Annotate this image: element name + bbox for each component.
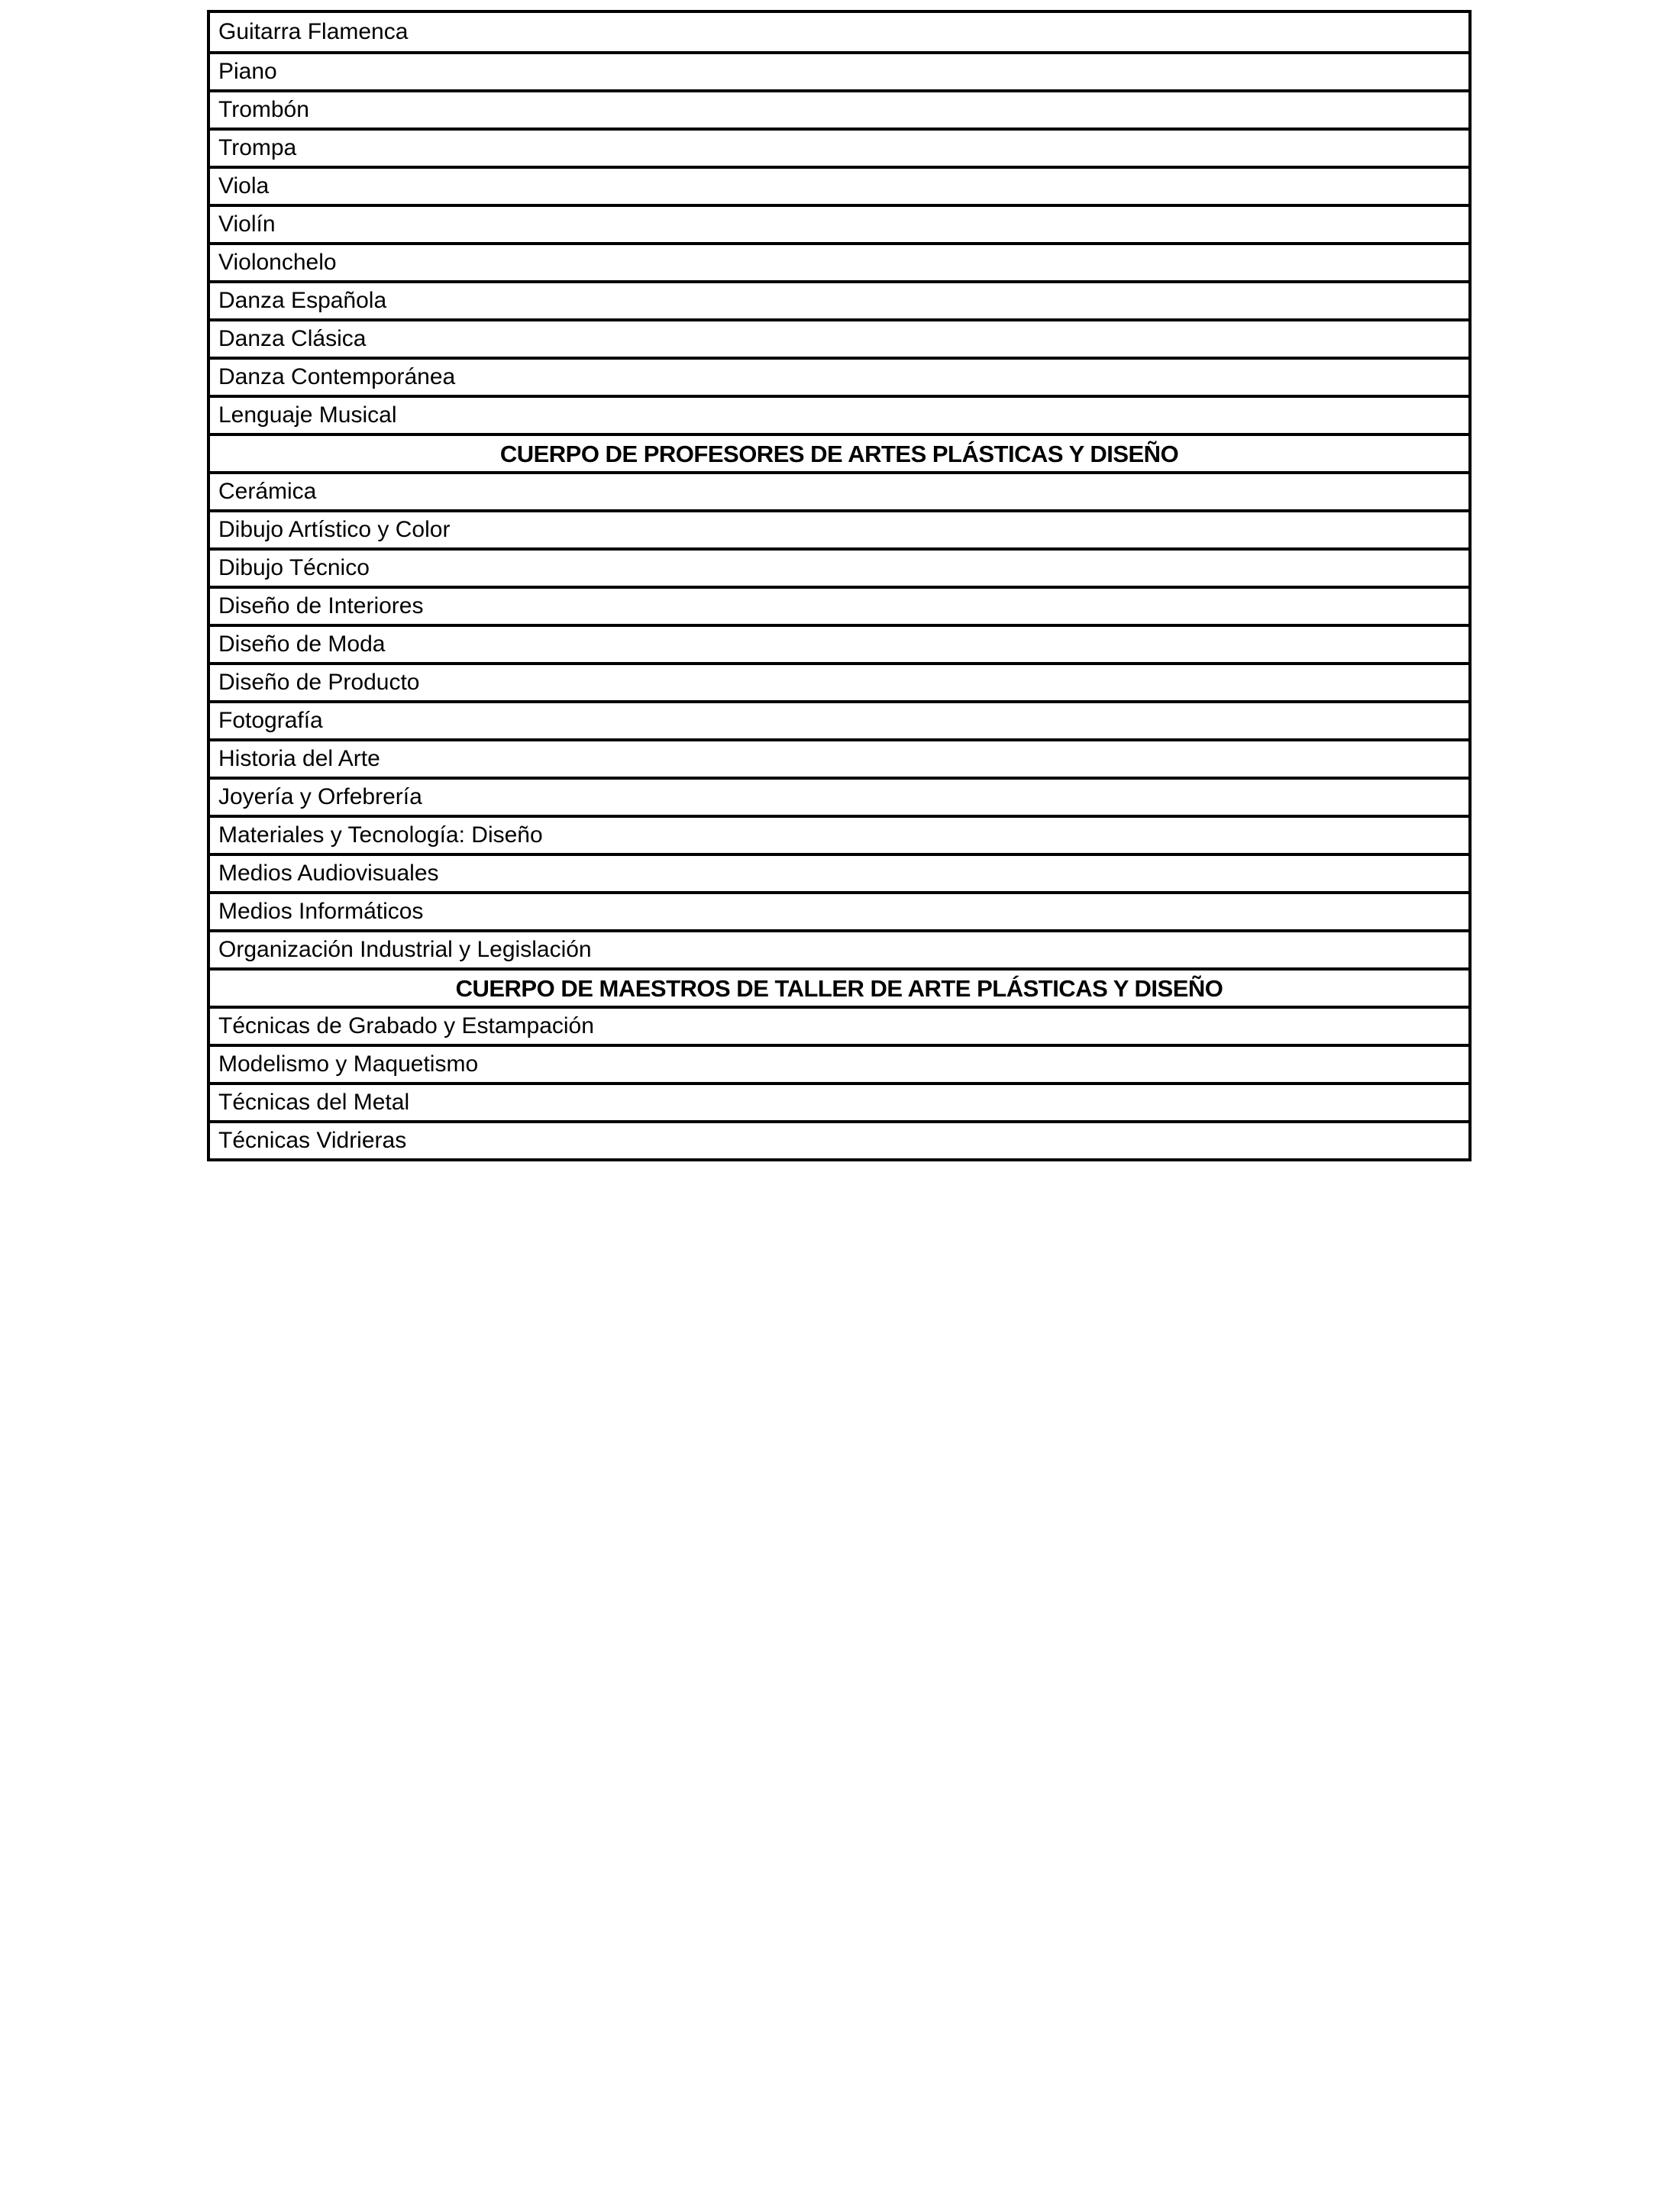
table-row <box>210 204 1468 242</box>
table-row <box>210 1082 1468 1120</box>
row-label: Danza Contemporánea <box>218 364 456 389</box>
table-row <box>210 547 1468 586</box>
table-row <box>210 815 1468 853</box>
table-row <box>210 128 1468 166</box>
row-label: Medios Audiovisuales <box>218 861 439 886</box>
table-row <box>210 166 1468 204</box>
row-label: Danza Clásica <box>218 326 367 351</box>
specialty-table <box>207 10 1472 1161</box>
row-label: Diseño de Interiores <box>218 593 424 618</box>
row-label: Técnicas Vidrieras <box>218 1128 407 1153</box>
row-label: Organización Industrial y Legislación <box>218 937 592 962</box>
table-row <box>210 662 1468 700</box>
row-label: Trompa <box>218 135 297 160</box>
row-label: Fotografía <box>218 708 323 733</box>
section-header-label: CUERPO DE MAESTROS DE TALLER DE ARTE PLÁSTICAS Y DISEÑO <box>455 974 1223 1002</box>
table-row <box>210 89 1468 128</box>
table-row <box>210 280 1468 318</box>
table-row <box>210 700 1468 738</box>
row-label: Cerámica <box>218 479 317 504</box>
row-label: Guitarra Flamenca <box>218 19 409 44</box>
row-label: Viola <box>218 173 270 199</box>
table-row <box>210 853 1468 891</box>
row-label: Danza Española <box>218 288 387 313</box>
section-header-row <box>210 967 1468 1006</box>
table-row <box>210 891 1468 929</box>
row-label: Lenguaje Musical <box>218 402 397 428</box>
table-row <box>210 51 1468 89</box>
table-row <box>210 586 1468 624</box>
table-row <box>210 777 1468 815</box>
row-label: Técnicas del Metal <box>218 1090 410 1115</box>
row-label: Modelismo y Maquetismo <box>218 1051 479 1077</box>
row-label: Joyería y Orfebrería <box>218 784 422 809</box>
table-row <box>210 1120 1468 1158</box>
table-row <box>210 509 1468 547</box>
table-row <box>210 242 1468 280</box>
table-row <box>210 471 1468 509</box>
section-header-label: CUERPO DE PROFESORES DE ARTES PLÁSTICAS Y DISEÑO <box>499 440 1179 467</box>
table-row <box>210 624 1468 662</box>
table-row <box>210 13 1468 51</box>
row-label: Dibujo Técnico <box>218 555 370 580</box>
table-row <box>210 1044 1468 1082</box>
table-row <box>210 929 1468 967</box>
row-label: Técnicas de Grabado y Estampación <box>218 1013 594 1038</box>
section-header-row <box>210 433 1468 471</box>
row-label: Diseño de Producto <box>218 670 420 695</box>
row-label: Materiales y Tecnología: Diseño <box>218 822 543 848</box>
table-row <box>210 318 1468 357</box>
row-label: Historia del Arte <box>218 746 380 771</box>
row-label: Violín <box>218 212 276 237</box>
row-label: Diseño de Moda <box>218 631 386 657</box>
row-label: Medios Informáticos <box>218 899 424 924</box>
table-row <box>210 357 1468 395</box>
row-label: Trombón <box>218 97 309 122</box>
row-label: Violonchelo <box>218 250 337 275</box>
row-label: Piano <box>218 59 277 84</box>
table-row <box>210 395 1468 433</box>
row-label: Dibujo Artístico y Color <box>218 517 451 542</box>
table-row <box>210 738 1468 777</box>
table-row <box>210 1006 1468 1044</box>
